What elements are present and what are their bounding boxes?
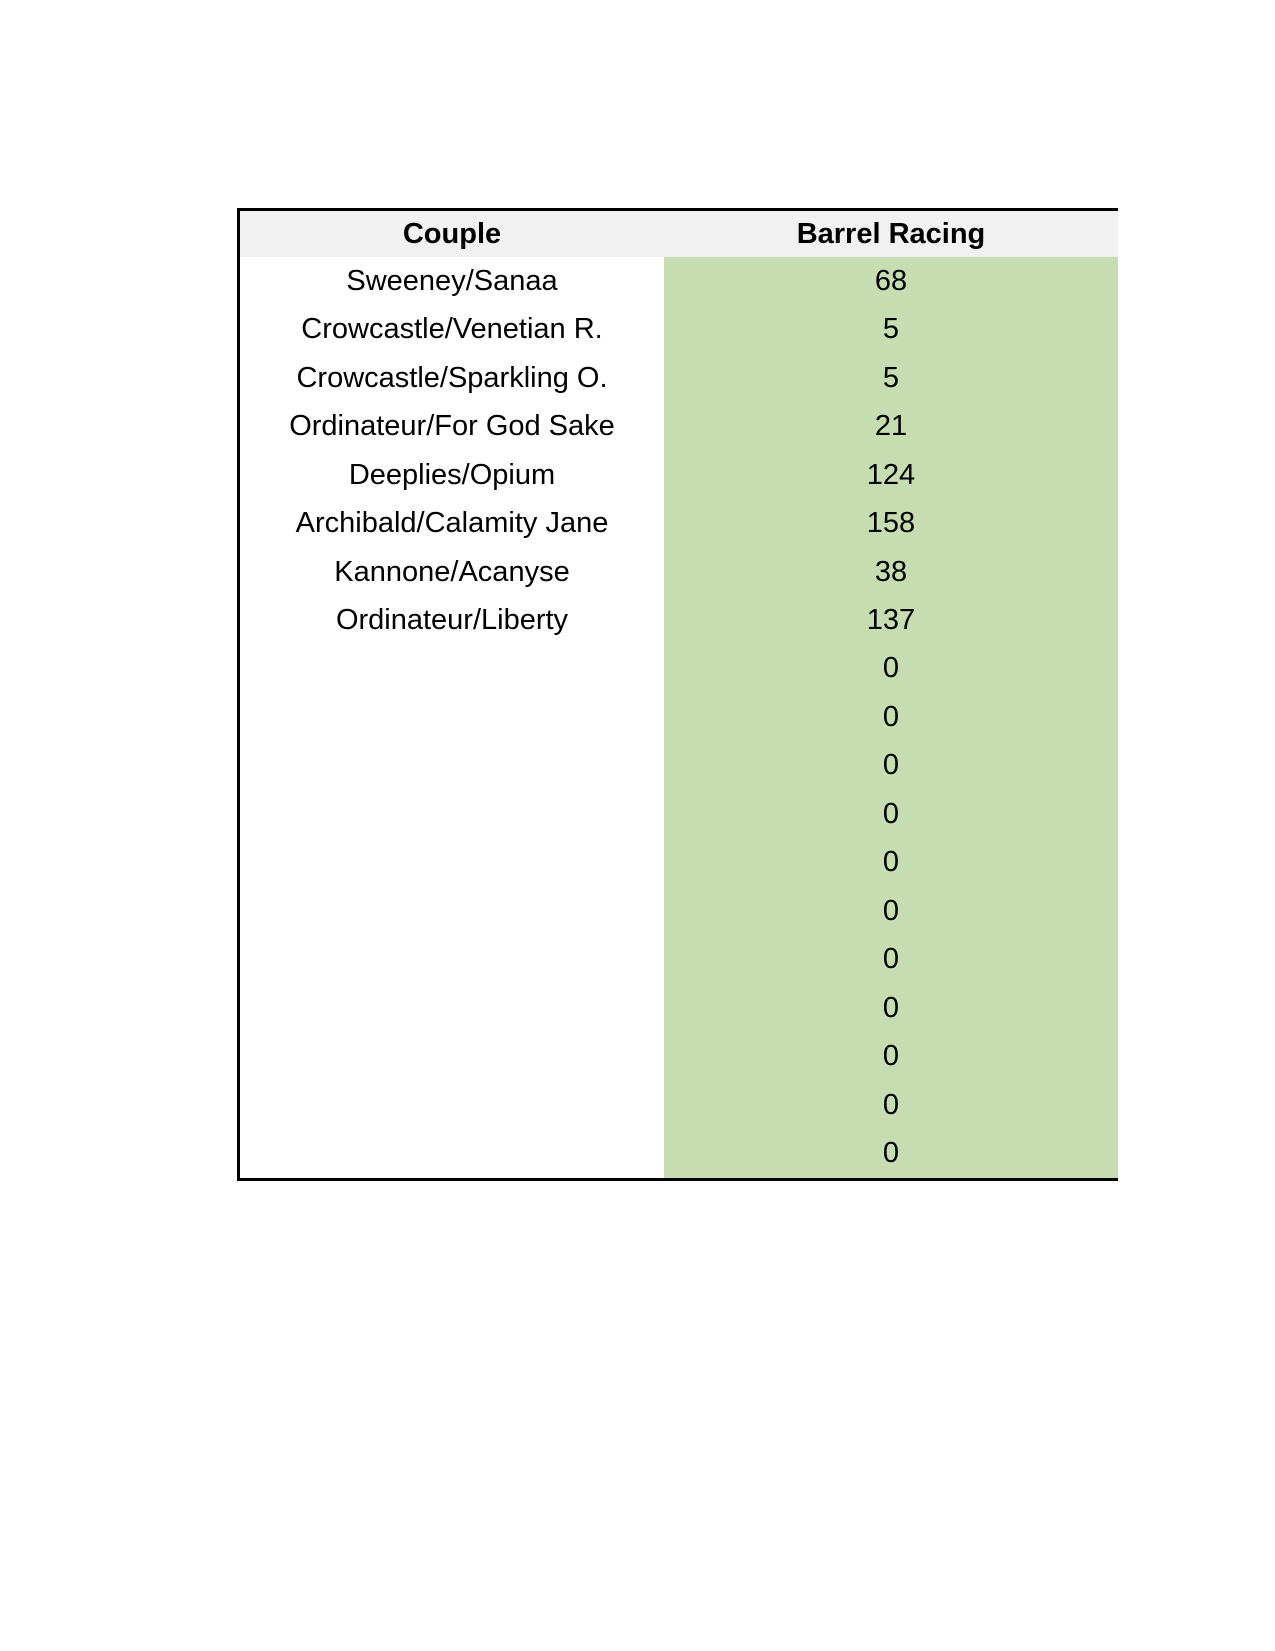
couple-cell: Deeplies/Opium — [348, 458, 556, 491]
couple-cell: Ordinateur/For God Sake — [289, 410, 615, 443]
couple-cell: Sweeney/Sanaa — [346, 264, 558, 297]
barrel-racing-value-cell: 0 — [664, 839, 1118, 887]
couple-cell: Kannone/Acanyse — [334, 555, 570, 588]
table-row — [240, 742, 1118, 790]
couple-cell — [240, 936, 664, 984]
table-row — [240, 984, 1118, 1032]
couple-cell — [240, 1081, 664, 1129]
table-header-row — [240, 211, 1118, 257]
barrel-racing-value-cell: 158 — [664, 499, 1118, 547]
table-row — [240, 257, 1118, 305]
barrel-racing-value-cell: 124 — [664, 451, 1118, 499]
table-row — [240, 305, 1118, 353]
barrel-racing-value-cell: 0 — [664, 936, 1118, 984]
couple-cell — [240, 839, 664, 887]
couple-cell: Archibald/Calamity Jane — [295, 507, 609, 540]
table-row — [240, 548, 1118, 596]
couple-cell: Crowcastle/Sparkling O. — [296, 361, 608, 394]
barrel-racing-scores-table — [237, 208, 1118, 1181]
table-row — [240, 693, 1118, 741]
barrel-racing-value-cell: 0 — [664, 1033, 1118, 1081]
barrel-racing-value-cell: 0 — [664, 984, 1118, 1032]
couple-cell — [240, 742, 664, 790]
table-row — [240, 936, 1118, 984]
table-row — [240, 1033, 1118, 1081]
barrel-racing-value-cell: 0 — [664, 1129, 1118, 1177]
couple-cell — [240, 1033, 664, 1081]
barrel-racing-value-cell: 5 — [664, 305, 1118, 353]
table-row — [240, 1081, 1118, 1129]
barrel-racing-value-cell: 0 — [664, 1081, 1118, 1129]
table-row — [240, 451, 1118, 499]
barrel-racing-value-cell: 137 — [664, 596, 1118, 644]
couple-cell — [240, 790, 664, 838]
couple-cell — [240, 984, 664, 1032]
table-row — [240, 499, 1118, 547]
barrel-racing-value-cell: 5 — [664, 354, 1118, 402]
column-header-couple: Couple — [402, 217, 502, 250]
barrel-racing-value-cell: 38 — [664, 548, 1118, 596]
table-row — [240, 354, 1118, 402]
barrel-racing-value-cell: 0 — [664, 693, 1118, 741]
couple-cell — [240, 887, 664, 935]
table-row — [240, 790, 1118, 838]
table-row — [240, 402, 1118, 450]
couple-cell — [240, 645, 664, 693]
table-body — [240, 257, 1118, 1178]
barrel-racing-value-cell: 0 — [664, 645, 1118, 693]
couple-cell — [240, 1129, 664, 1177]
barrel-racing-value-cell: 21 — [664, 402, 1118, 450]
couple-cell: Crowcastle/Venetian R. — [301, 313, 603, 346]
barrel-racing-value-cell: 0 — [664, 887, 1118, 935]
table-row — [240, 1129, 1118, 1177]
barrel-racing-value-cell: 68 — [664, 257, 1118, 305]
table-row — [240, 839, 1118, 887]
table-row — [240, 596, 1118, 644]
barrel-racing-value-cell: 0 — [664, 742, 1118, 790]
couple-cell: Ordinateur/Liberty — [335, 604, 569, 637]
column-header-barrel-racing: Barrel Racing — [796, 217, 986, 250]
couple-cell — [240, 693, 664, 741]
table-row — [240, 887, 1118, 935]
barrel-racing-value-cell: 0 — [664, 790, 1118, 838]
table-row — [240, 645, 1118, 693]
